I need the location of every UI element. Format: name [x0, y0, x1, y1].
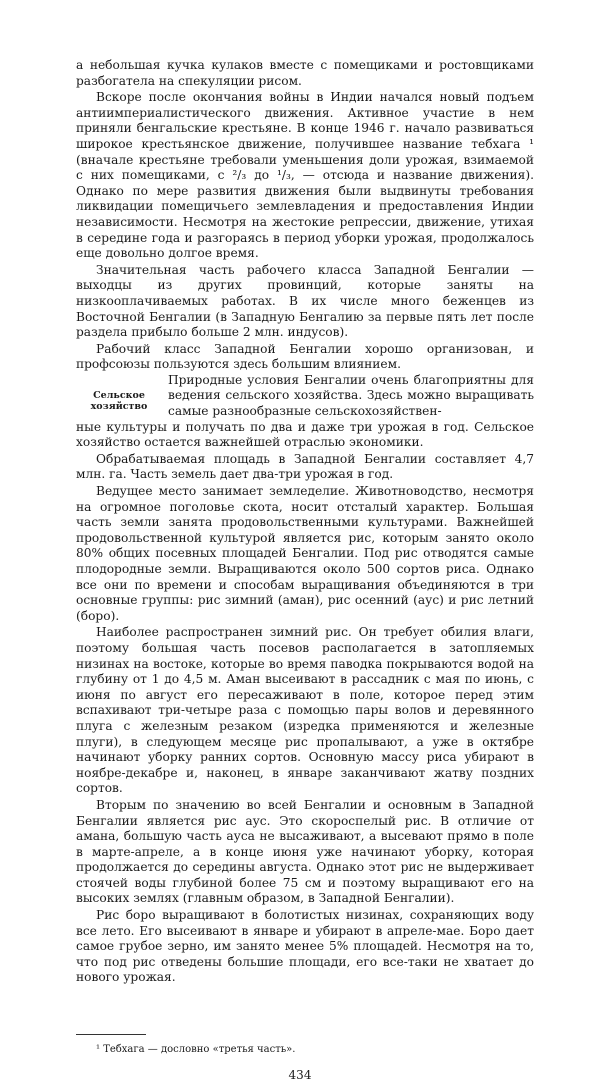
paragraph: Рис боро выращивают в болотистых низинах, сохраняющих воду все лето. Его высеивают в январе и убирают в апреле-мае. Боро дает самое грубое зерно, им занято менее 5% площадей. Несмотря на то, что под рис отведены большие площади, его все-таки не хватает до нового урожая.: [76, 908, 534, 985]
paragraph: Значительная часть рабочего класса Западной Бенгалии — выходцы из других провинций, которые заняты на низкооплачиваемых работах. В их числе много беженцев из Восточной Бенгалии (в Западную Бенгалию за первые пять лет после раздела прибыло больше 2 млн. индусов).: [76, 262, 534, 340]
body-text: [76, 58, 534, 986]
paragraph: Ведущее место занимает земледелие. Животноводство, несмотря на огромное поголовье скота, носит отсталый характер. Большая часть земли занята продовольственными культурами. Важнейшей продовольственной культурой является рис, которым занято около 80% общих посевных площадей Бенгалии. Под рис отводятся самые плодородные земли. Выращиваются около 500 сортов риса. Однако все они по времени и способам выращивания объединяются в три основные группы: рис зимний (аман), рис осенний (аус) и рис летний (боро).: [76, 484, 534, 623]
footnote: ¹ Тебхага — дословно «третья часть».: [96, 1044, 296, 1056]
section-agriculture: [76, 373, 534, 420]
section-sidehead: Сельское хозяйство: [90, 389, 148, 412]
paragraph: ные культуры и получать по два и даже три урожая в год. Сельское хозяйство остается важнейшей отраслью экономики.: [76, 419, 534, 450]
paragraph: Природные условия Бенгалии очень благоприятны для ведения сельского хозяйства. Здесь можно выращивать самые разнообразные сельскохозяйствен-: [168, 372, 534, 419]
paragraph: Обрабатываемая площадь в Западной Бенгалии составляет 4,7 млн. га. Часть земель дает два-три урожая в год.: [76, 451, 534, 482]
paragraph: а небольшая кучка кулаков вместе с помещиками и ростовщиками разбогатела на спекуляции рисом.: [76, 58, 534, 88]
page-number: 434: [288, 1068, 312, 1082]
paragraph: Вторым по значению во всей Бенгалии и основным в Западной Бенгалии является рис аус. Это скороспелый рис. В отличие от амана, большую часть ауса не высаживают, а высевают прямо в поле в марте-апреле, а в конце июня уже начинают уборку, которая продолжается до середины августа. Однако этот рис не выдерживает стоячей воды глубиной более 75 см и поэтому выращивают его на высоких землях (главным образом, в Западной Бенгалии).: [76, 797, 534, 906]
footnote-divider: [76, 1034, 146, 1035]
paragraph: Наиболее распространен зимний рис. Он требует обилия влаги, поэтому большая часть посевов располагается в затопляемых низинах на востоке, которые во время паводка покрываются водой на глубину от 1 до 4,5 м. Аман высеивают в рассадник с мая по июнь, с июня по август его пересаживают в поле, которое перед этим вспахивают три-четыре раза с помощью пары волов и деревянного плуга с железным резаком (изредка применяются и железные плуги), в следующем месяце рис пропалывают, а уже в октябре начинают уборку ранних сортов. Основную массу риса убирают в ноябре-декабре и, наконец, в январе заканчивают жатву поздних сортов.: [76, 625, 534, 796]
paragraph: Вскоре после окончания войны в Индии начался новый подъем антиимпериалистического движения. Активное участие в нем приняли бенгальские крестьяне. В конце 1946 г. начало развиваться широкое крестьянское движение, получившее название тебхага ¹ (вначале крестьяне требовали уменьшения доли урожая, взимаемой с них помещиками, с ²/₃ до ¹/₃, — отсюда и название движения). Однако по мере развития движения были выдвинуты требования ликвидации помещичьего землевладения и предоставления Индии независимости. Несмотря на жестокие репрессии, движение, утихая в середине года и разгораясь в период уборки урожая, продолжалось еще довольно долгое время.: [76, 90, 534, 261]
paragraph: Рабочий класс Западной Бенгалии хорошо организован, и профсоюзы пользуются здесь большим влиянием.: [76, 341, 534, 372]
